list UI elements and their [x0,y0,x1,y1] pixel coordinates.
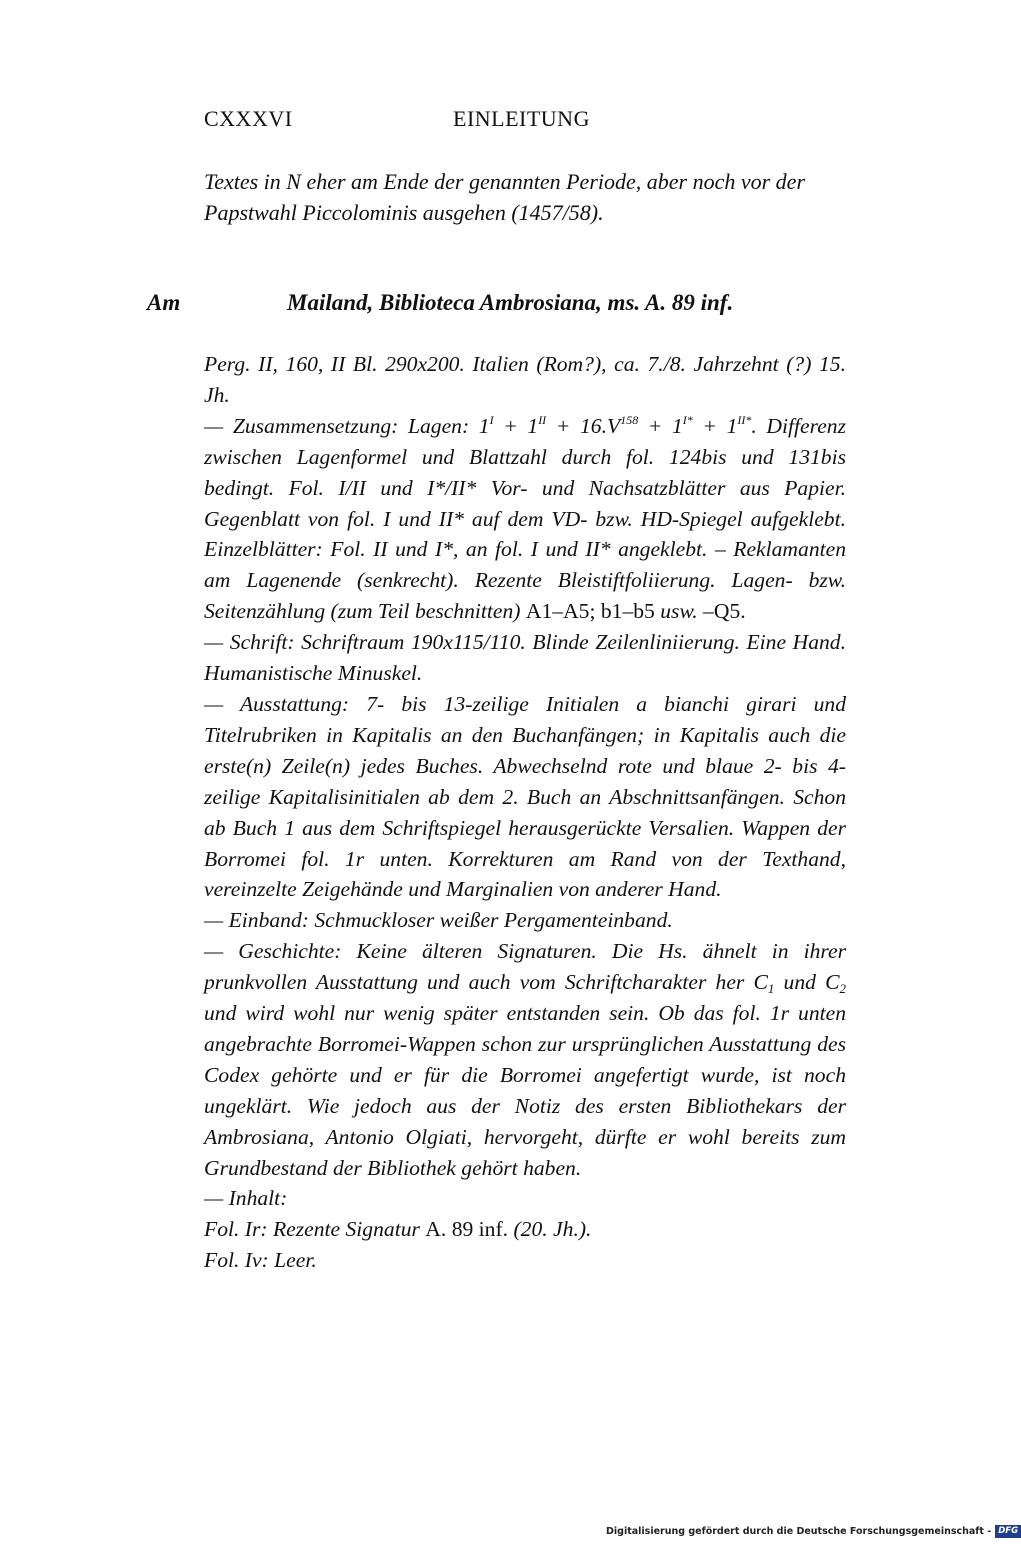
manuscript-description [204,349,846,1276]
script-paragraph: — Schrift: Schriftraum 190x115/110. Blinde Zeilenliniierung. Eine Hand. Humanistische Minuskel. [204,630,846,686]
collation-sup: I [489,412,494,427]
collation-sup: 158 [620,412,639,427]
history-text: und wird wohl nur wenig später entstanden sein. Ob das fol. 1r unten angebrachte Borromei-Wappen schon zur ursprünglichen Ausstattung des Codex gehörte und er für die Borromei angefertigt wurde, ist noch ungeklärt. Wie jedoch aus der Notiz des ersten Bibliothekars der Ambrosiana, Antonio Olgiati, hervorgeht, dürfte er wohl bereits zum Grundbestand der Bibliothek gehört haben. [204,1001,846,1180]
collation-term: 1 [478,413,490,438]
quire-signatures: A1–A5; b1–b5 [525,599,655,624]
collation-sup: I* [682,412,693,427]
binding-paragraph: — Einband: Schmuckloser weißer Pergamenteinband. [204,908,673,933]
dfg-logo: DFG [995,1525,1021,1538]
collation-term: + 1 [493,413,539,438]
composition-lead: — Zusammensetzung: Lagen: [204,413,479,438]
history-text: — Geschichte: Keine älteren Signaturen. Die Hs. ähnelt in ihrer prunkvollen Ausstattung und auch vom Schriftcharakter her C [204,939,846,995]
composition-paragraph [204,411,846,627]
quire-usw: usw. [654,599,704,624]
running-head [204,106,844,136]
intro-text: Textes in N eher am Ende der genannten Periode, aber noch vor der Papstwahl Piccolominis ausgehen (1457/58). [204,169,806,225]
manuscript-siglum: Am [147,290,181,315]
history-paragraph [204,936,846,1183]
history-sub: 1 [767,981,775,997]
intro-paragraph [204,166,846,228]
collation-sup: II [538,412,547,427]
page-number: CXXXVI [204,106,293,131]
history-text: und C [774,970,840,995]
section-title: EINLEITUNG [453,106,590,131]
fol-ir-signature: A. 89 inf. [425,1217,509,1242]
funding-footer [606,1524,1021,1538]
collation-term: + 16.V [546,413,621,438]
quire-signatures-end: –Q5. [703,599,746,624]
fol-iv-line: Fol. Iv: Leer. [204,1248,317,1273]
composition-text: . Differenz zwischen Lagenformel und Blattzahl durch fol. 124bis und 131bis bedingt. Fol. I/II und I*/II* Vor- und Nachsatzblätter aus Papier. Gegenblatt von fol. I und II* auf dem VD- bzw. HD-Spiegel aufgeklebt. Einzelblätter: Fol. II und I*, an fol. I und II* angeklebt. – Reklamanten am Lagenende (senkrecht). Rezente Bleistiftfoliierung. Lagen- bzw. Seitenzählung (zum Teil beschnitten) [204,413,846,624]
collation-term: + 1 [638,413,683,438]
fol-ir-line [204,1214,846,1245]
collation-sup: II* [737,412,752,427]
funding-note: Digitalisierung gefördert durch die Deutsche Forschungsgemeinschaft - [606,1525,992,1537]
manuscript-heading: Mailand, Biblioteca Ambrosiana, ms. A. 89 inf. [287,290,734,315]
physical-description: Perg. II, 160, II Bl. 290x200. Italien (Rom?), ca. 7./8. Jahrzehnt (?) 15. Jh. [204,352,846,407]
fol-ir-lead: Fol. Ir: Rezente Signatur [204,1217,426,1242]
fol-ir-tail: (20. Jh.). [508,1217,592,1242]
contents-label: — Inhalt: [204,1186,288,1211]
collation-term: + 1 [692,413,738,438]
decoration-paragraph: — Ausstattung: 7- bis 13-zeilige Initialen a bianchi girari und Titelrubriken in Kapitalis an den Buchanfängen; in Kapitalis auch die erste(n) Zeile(n) jedes Buches. Abwechselnd rote und blaue 2- bis 4-zeilige Kapitalisinitialen ab dem 2. Buch an Abschnittsanfängen. Schon ab Buch 1 aus dem Schriftspiegel herausgerückte Versalien. Wappen der Borromei fol. 1r unten. Korrekturen am Rand von der Texthand, vereinzelte Zeigehände und Marginalien von anderer Hand. [204,691,846,902]
history-sub: 2 [839,981,846,997]
